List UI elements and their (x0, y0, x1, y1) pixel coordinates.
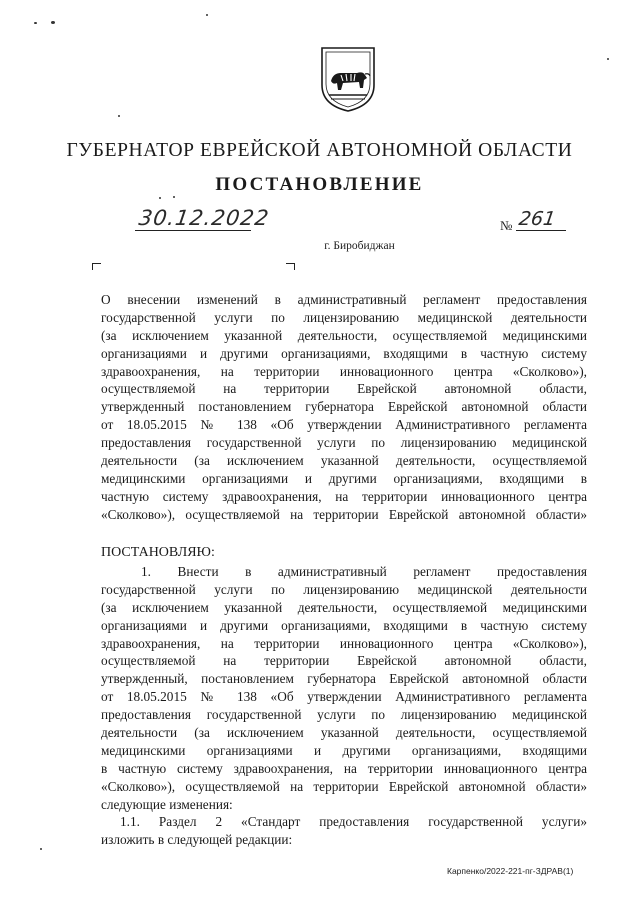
body-line: 1. Внести в административный регламент предоставления (141, 564, 587, 579)
body-line: утвержденный, постановлением губернатора Еврейской автономной области (101, 671, 587, 687)
subject-line: медицинскими организациями и другими организациями, входящими в (101, 470, 587, 486)
body-line: «Сколково»), осуществляемой на территории Еврейской автономной области» (101, 778, 587, 794)
body-line: в частную систему здравоохранения, на территории инновационного центра (101, 760, 587, 776)
body-line: следующие изменения: (101, 796, 233, 812)
subject-line: утвержденный постановлением губернатора Еврейской автономной области (101, 399, 587, 415)
body-line: государственной услуги по лицензированию медицинской деятельности (101, 581, 587, 597)
subject-line: здравоохранения, на территории инновационного центра «Сколково»), (101, 363, 587, 379)
subject-line: государственной услуги по лицензированию медицинской деятельности (101, 309, 587, 325)
decree-body (101, 563, 587, 849)
body-line: (за исключением указанной деятельности, осуществляемой медицинскими (101, 599, 587, 615)
scan-speck (173, 196, 175, 198)
subject-bracket-right (286, 263, 295, 270)
subject-line: от 18.05.2015 № 138 «Об утверждении Административного регламента (101, 417, 587, 433)
subject-line: деятельности (за исключением указанной деятельности, осуществляемой (101, 453, 587, 469)
body-line: медицинскими организациями и другими организациями, входящими (101, 742, 587, 758)
subject-line: организациями и другими организациями, входящими в частную систему (101, 345, 587, 361)
body-line: от 18.05.2015 № 138 «Об утверждении Административного регламента (101, 689, 587, 705)
number-sign: № (500, 218, 513, 233)
subject-line: частную систему здравоохранения, на территории инновационного центра (101, 488, 587, 504)
subject-bracket-left (92, 263, 101, 270)
scan-speck (40, 848, 42, 850)
tiger-coat-of-arms-icon (319, 45, 377, 113)
scan-speck (206, 14, 208, 16)
footer-reference: Карпенко/2022-221-пг-ЗДРАВ(1) (447, 866, 574, 876)
subject-paragraph (101, 291, 587, 524)
subject-line: О внесении изменений в административный регламент предоставления (101, 292, 587, 307)
governor-title: ГУБЕРНАТОР ЕВРЕЙСКОЙ АВТОНОМНОЙ ОБЛАСТИ (66, 140, 573, 161)
body-line: изложить в следующей редакции: (101, 832, 293, 848)
scan-speck (159, 197, 161, 199)
scan-speck (118, 115, 120, 117)
subject-line: (за исключением указанной деятельности, осуществляемой медицинскими (101, 327, 587, 343)
body-line: деятельности (за исключением указанной деятельности, осуществляемой (101, 725, 587, 741)
body-line: здравоохранения, на территории инновационного центра «Сколково»), (101, 635, 587, 651)
number-underline (516, 230, 566, 231)
subject-line: осуществляемой на территории Еврейской автономной области, (101, 381, 587, 397)
body-line: осуществляемой на территории Еврейской автономной области, (101, 653, 587, 669)
city-line: г. Биробиджан (324, 240, 395, 252)
scan-speck (34, 22, 37, 24)
subject-line: «Сколково»), осуществляемой на территории Еврейской автономной области» (101, 506, 587, 522)
body-line: предоставления государственной услуги по лицензированию медицинской (101, 707, 587, 723)
scan-speck (607, 58, 609, 60)
decree-heading: ПОСТАНОВЛЯЮ: (101, 545, 215, 560)
document-type-title: ПОСТАНОВЛЕНИЕ (215, 174, 424, 195)
subject-line: предоставления государственной услуги по лицензированию медицинской (101, 435, 587, 451)
scan-speck (51, 21, 55, 24)
body-line: организациями и другими организациями, входящими в частную систему (101, 617, 587, 633)
handwritten-number: 261 (517, 208, 557, 230)
body-line: 1.1. Раздел 2 «Стандарт предоставления государственной услуги» (120, 814, 587, 830)
date-underline (135, 230, 251, 231)
handwritten-date: 30.12.2022 (137, 206, 271, 230)
